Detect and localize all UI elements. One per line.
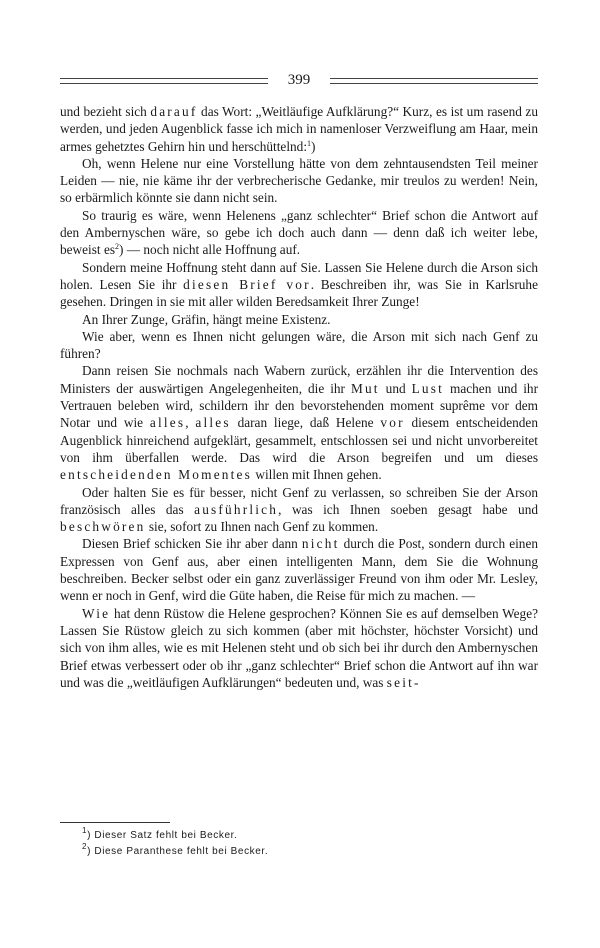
text-run: hat denn Rüstow die Helene gesprochen? Können Sie es auf demselben Wege? Lassen Sie Rüstow gleich zu sich kommen (aber mit höchster, höchster Vorsicht) und sich von ihm alles, wie es mit Helenen steht und ob sich bei ihr durch den Ambernyschen Brief etwas verbessert oder ob ihr „ganz schlechter“ Brief schon die Antwort auf ihn war und was die „weitläufigen Aufklärungen“ bedeuten und, was (60, 605, 538, 690)
text-run: An Ihrer Zunge, Gräfin, hängt meine Existenz. (82, 311, 331, 327)
footnote (82, 828, 532, 844)
body-text (60, 103, 538, 691)
paragraph (60, 155, 538, 207)
text-run: ) — noch nicht alle Hoffnung auf. (119, 242, 301, 258)
paragraph (60, 311, 538, 328)
footnote-ref: 1 (307, 138, 312, 148)
text-run: So traurig es wäre, wenn Helenens „ganz schlechter“ Brief schon die Antwort auf den Ambernyschen wäre, so gebe ich doch auch dann — denn daß ich weiter lebe, beweist es (60, 207, 538, 258)
paragraph (60, 207, 538, 259)
spaced-emphasis: darauf (150, 104, 198, 119)
footnote-rule (60, 822, 170, 823)
spaced-emphasis: nicht (301, 536, 340, 552)
text-run: diesem entscheidenden Augenblick hinreichend aufgeklärt, gesammelt, entschlossen sei und nicht unvorbereitet von ihm überfallen werde. Das wird die Arson begreifen und um dieses (60, 415, 538, 465)
spaced-emphasis: alles (149, 415, 186, 431)
text-run: daran liege, daß Helene (230, 415, 381, 431)
spaced-emphasis: ausführlich (194, 501, 279, 517)
page-number: 399 (287, 72, 311, 88)
paragraph (60, 328, 538, 363)
footnote-text: ) Dieser Satz fehlt bei Becker. (87, 830, 238, 841)
spaced-emphasis: alles (195, 415, 231, 431)
page-header (60, 72, 538, 92)
text-run: Dann reisen Sie nochmals nach Wabern zurück, erzählen ihr die Intervention des Ministers der auswärtigen Angelegenheiten, die ihr (60, 363, 538, 396)
paragraph (60, 535, 538, 604)
paragraph (60, 605, 538, 691)
text-run: Oh, wenn Helene nur eine Vorstellung hätte von dem zehntausendsten Teil meiner Leiden — nie, nie käme ihr der verbrecherische Gedanke, mir treulos zu werden! Nein, so erbärmlich könnte sie dann nicht sein. (60, 155, 538, 206)
text-run: durch die Post, sondern durch einen Expressen von Genf aus, aber einen intelligenten Mann, dem Sie die Wohnung beschreiben. Becker selbst oder ein ganz zuverlässiger Freund von ihm oder Mr. Lesley, wenn er noch in Genf, wird die Güte haben, die Reise für mich zu machen. — (60, 536, 539, 604)
footnote-number: 2 (82, 842, 88, 851)
spaced-emphasis: vor (380, 415, 405, 431)
paragraph (60, 484, 538, 536)
paragraph (60, 362, 538, 483)
spaced-emphasis: beschwören (60, 519, 146, 535)
header-rule-right (330, 78, 538, 84)
spaced-emphasis: Lust (411, 380, 445, 396)
spaced-emphasis: seit- (386, 674, 421, 690)
text-run: Diesen Brief schicken Sie ihr aber dann (82, 536, 302, 552)
spaced-emphasis: Mut (350, 380, 380, 396)
paragraph (60, 103, 538, 155)
footnote-number: 1 (82, 826, 88, 835)
spaced-emphasis: diesen Brief vor (183, 276, 311, 292)
text-run: und bezieht sich (60, 104, 151, 119)
footnotes (82, 828, 532, 860)
spaced-emphasis: entscheidenden Momentes (60, 467, 253, 483)
text-run: sie, sofort zu Ihnen nach Genf zu kommen. (145, 519, 379, 535)
text-run: , was ich Ihnen soeben gesagt habe und (278, 501, 538, 517)
text-run: . Beschreiben ihr, was Sie in Karlsruhe gesehen. Dringen in sie mit aller wilden Beredsamkeit Ihrer Zunge! (60, 276, 538, 310)
text-run: Sondern meine Hoffnung steht dann auf Sie. Lassen Sie Helene durch die Arson sich holen. Lesen Sie ihr (60, 259, 538, 292)
text-run: ) (311, 138, 316, 154)
text-run: und (379, 380, 412, 396)
text-run: das Wort: „Weitläufige Aufklärung?“ Kurz, es ist um rasend zu werden, und jeden Augenblick fasse ich mich in namenloser Verzweiflung am Haar, mein armes gehetztes Gehirn hin und herschüttelnd: (60, 104, 538, 154)
text-run: machen und ihr Vertrauen beleben wird, schildern ihr den bevorstehenden moment suprême vor dem Notar und wie (60, 380, 538, 431)
footnote (82, 844, 532, 860)
footnote-ref: 2 (115, 242, 120, 252)
text-run: Wie aber, wenn es Ihnen nicht gelungen wäre, die Arson mit sich nach Genf zu führen? (60, 328, 538, 362)
text-run: Oder halten Sie es für besser, nicht Genf zu verlassen, so schreiben Sie der Arson französisch alles das (60, 484, 538, 517)
spaced-emphasis: Wie (82, 605, 111, 621)
text-run: , (185, 415, 196, 431)
footnote-text: ) Diese Paranthese fehlt bei Becker. (87, 846, 269, 857)
paragraph (60, 259, 538, 311)
text-run: willen mit Ihnen gehen. (252, 467, 382, 483)
